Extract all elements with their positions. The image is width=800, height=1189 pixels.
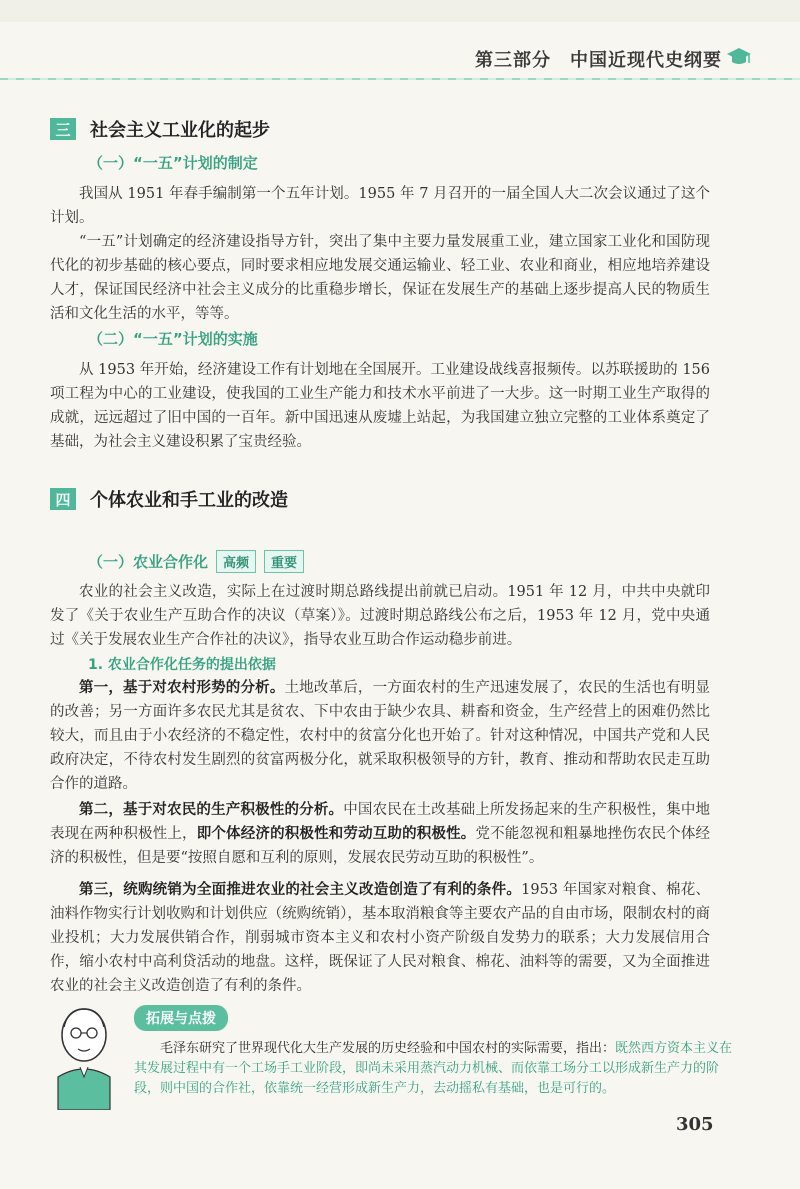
bold-lead: 第一，基于对农村形势的分析。	[79, 680, 285, 696]
page-header	[0, 36, 780, 76]
paragraph-text: 中国农民在土改基础上所发扬起来的生产积极性，集中地表现在两种积极性上，	[50, 802, 711, 842]
frequency-badge: 高频	[216, 550, 256, 573]
subsection-title: （一）农业合作化	[88, 553, 209, 571]
teacher-cartoon-icon	[50, 1005, 124, 1110]
paragraph: 从 1953 年开始，经济建设工作有计划地在全国展开。工业建设战线喜报频传。以苏联援助的 156 项工程为中心的工业建设，使我国的工业生产能力和技术水平前进了一大步。这一时期工业生产取得的成就，远远超过了旧中国的一百年。新中国迅速从废墟上站起，为我国建立独立完整的工业体系奠定了基础，为社会主义建设积累了宝贵经验。	[50, 362, 710, 450]
section-number: 四	[50, 488, 76, 510]
paragraph: “一五”计划确定的经济建设指导方针，突出了集中主要力量发展重工业，建立国家工业化和国防现代化的初步基础的核心要点，同时要求相应地发展交通运输业、轻工业、农业和商业，相应地培养建设人才，保证国民经济中社会主义成分的比重稳步增长，保证在发展生产的基础上逐步提高人民的物质生活和文化生活的水平，等等。	[50, 234, 710, 322]
top-band	[0, 0, 800, 22]
bold-phrase: 即个体经济的积极性和劳动互助的积极性。	[196, 826, 476, 842]
note-text-highlight: 既然西方资本主义在其发展过程中有一个工场手工业阶段，即尚未采用蒸汽动力机械、而依靠工场分工以形成新生产力的阶段，则中国的合作社，依靠统一经营形成新生产力，去动摇私有基础，也是可行的。	[134, 1041, 733, 1096]
subsection-heading: （一）“一五”计划的制定	[88, 154, 258, 172]
note-text-dark: 毛泽东研究了世界现代化大生产发展的历史经验和中国农村的实际需要，指出：	[160, 1041, 616, 1056]
header-rule	[0, 78, 800, 80]
paragraph	[50, 798, 710, 870]
paragraph-text: 土地改革后，一方面农村的生产迅速发展了，农民的生活也有明显的改善；另一方面许多农民尤其是贫农、下中农由于缺少农具、耕畜和资金，生产经营上的困难仍然比较大，而且由于小农经济的不稳定性，农村中的贫富分化也开始了。针对这种情况，中国共产党和人民政府决定，不待农村发生剧烈的贫富两极分化，就采取积极领导的方针，教育、推动和帮助农民走互助合作的道路。	[50, 680, 710, 792]
extension-note	[50, 1005, 750, 1110]
note-tag: 拓展与点拨	[134, 1005, 228, 1031]
paragraph	[50, 878, 710, 998]
paragraph	[50, 676, 710, 796]
section-heading	[50, 116, 270, 142]
bold-lead: 第二，基于对农民的生产积极性的分析。	[79, 802, 344, 818]
note-text	[134, 1039, 734, 1099]
paragraph-text: 1953 年国家对粮食、棉花、油料作物实行计划收购和计划供应（统购统销），基本取消粮食等主要农产品的自由市场，限制农村的商业投机；大力发展供销合作，削弱城市资本主义和农村小资产阶级自发势力的联系；大力发展信用合作，缩小农村中高利贷活动的地盘。这样，既保证了人民对粮食、棉花、油料等的需要，又为全面推进农业的社会主义改造创造了有利的条件。	[50, 882, 711, 994]
graduation-cap-icon	[726, 44, 752, 70]
importance-badge: 重要	[264, 550, 304, 573]
section-title: 社会主义工业化的起步	[90, 120, 270, 141]
page-number: 305	[676, 1114, 714, 1135]
section-number: 三	[50, 118, 76, 140]
header-title: 第三部分 中国近现代史纲要	[475, 50, 722, 71]
subsection-heading: （二）“一五”计划的实施	[88, 330, 258, 348]
paragraph-text: 党不能忽视和粗暴地挫伤农民个体经济的积极性，但是要“按照自愿和互利的原则，发展农民劳动互助的积极性”。	[50, 826, 711, 866]
bold-lead: 第三，统购统销为全面推进农业的社会主义改造创造了有利的条件。	[79, 882, 522, 898]
section-title: 个体农业和手工业的改造	[90, 490, 288, 511]
paragraph: 农业的社会主义改造，实际上在过渡时期总路线提出前就已启动。1951 年 12 月，中共中央就印发了《关于农业生产互助合作的决议（草案）》。过渡时期总路线公布之后，1953 年 12 月，党中央通过《关于发展农业生产合作社的决议》，指导农业互助合作运动稳步前进。	[50, 584, 710, 648]
subsection-heading	[88, 550, 304, 573]
section-heading	[50, 486, 288, 512]
numbered-heading: 1. 农业合作化任务的提出依据	[88, 657, 276, 673]
paragraph: 我国从 1951 年春手编制第一个五年计划。1955 年 7 月召开的一届全国人大二次会议通过了这个计划。	[50, 186, 710, 226]
